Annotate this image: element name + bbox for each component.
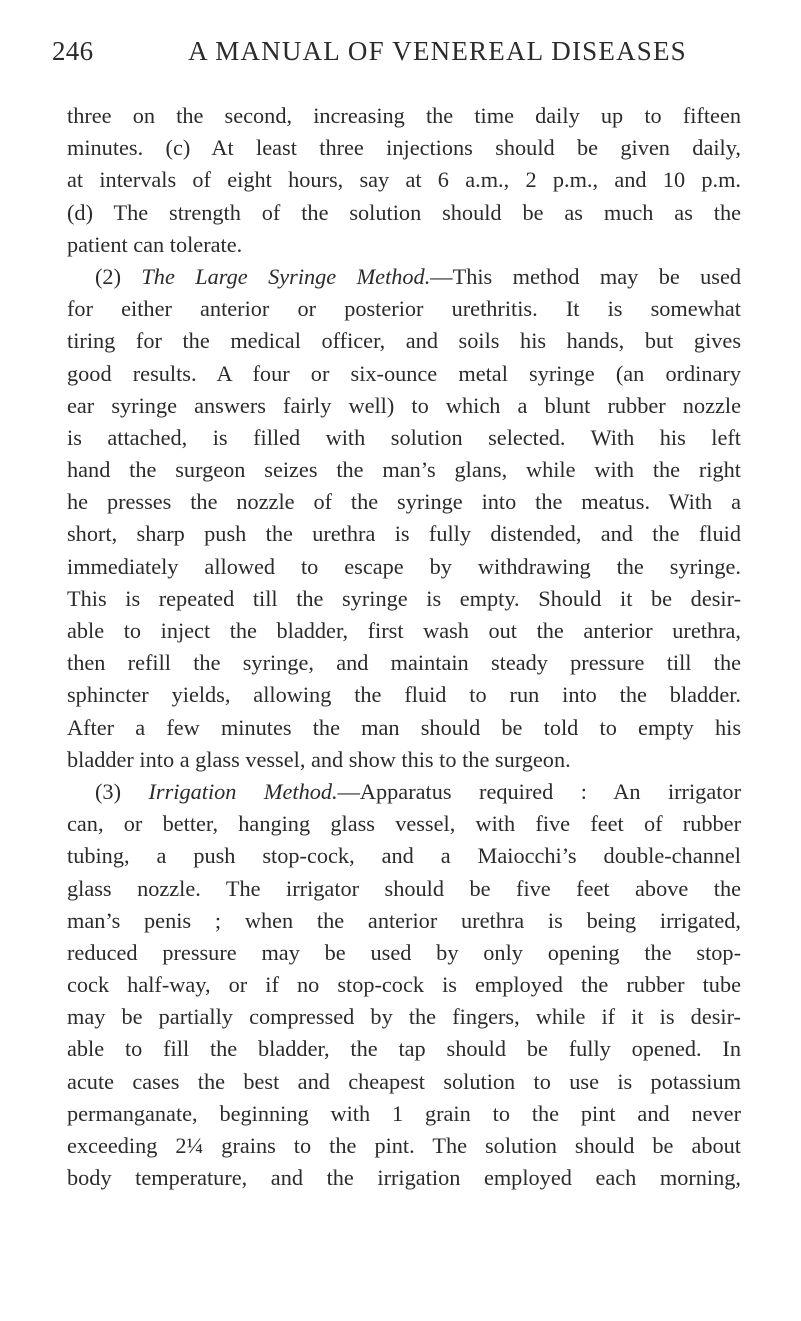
text-line: After a few minutes the man should be told to empty his — [67, 714, 741, 740]
text-line: immediately allowed to escape by withdrawing the syringe. — [67, 553, 741, 579]
text-line: bladder into a glass vessel, and show this to the surgeon. — [67, 746, 571, 772]
text-line: hand the surgeon seizes the man’s glans, while with the right — [67, 457, 741, 483]
text-line: exceeding 2¼ grains to the pint. The solution should be about — [67, 1133, 741, 1158]
text-fragment: —This method may be used — [430, 263, 742, 289]
text-line: may be partially compressed by the fingers, while if it is desir- — [67, 1004, 741, 1030]
page-number: 246 — [52, 36, 94, 66]
text-line: for either anterior or posterior urethritis. It is somewhat — [67, 296, 741, 322]
text-line: acute cases the best and cheapest solution to use is potassium — [67, 1068, 741, 1094]
section-title: The Large Syringe Method. — [141, 263, 431, 289]
text-line: able to fill the bladder, the tap should be fully opened. In — [67, 1036, 741, 1062]
text-line: minutes. (c) At least three injections should be given daily, — [67, 135, 741, 161]
page-header — [52, 36, 741, 76]
text-line: reduced pressure may be used by only opening the stop- — [67, 939, 741, 965]
text-line: can, or better, hanging glass vessel, with five feet of rubber — [67, 811, 741, 837]
paragraph-large-syringe-method — [67, 261, 741, 776]
text-line: patient can tolerate. — [67, 231, 243, 257]
text-line: body temperature, and the irrigation employed each morning, — [67, 1165, 741, 1191]
text-line: three on the second, increasing the time daily up to fifteen — [67, 103, 741, 128]
text-line: short, sharp push the urethra is fully distended, and the fluid — [67, 521, 741, 547]
text-line: is attached, is filled with solution selected. With his left — [67, 424, 741, 450]
text-line: he presses the nozzle of the syringe into the meatus. With a — [67, 489, 741, 515]
paragraph-irrigation-method — [67, 776, 741, 1194]
section-title: Irrigation Method. — [148, 778, 338, 804]
text-line: at intervals of eight hours, say at 6 a.m., 2 p.m., and 10 p.m. — [67, 167, 741, 193]
text-line: (d) The strength of the solution should be as much as the — [67, 199, 741, 225]
text-line: man’s penis ; when the anterior urethra is being irrigated, — [67, 907, 741, 933]
text-line: ear syringe answers fairly well) to which a blunt rubber nozzle — [67, 392, 741, 418]
text-line: then refill the syringe, and maintain steady pressure till the — [67, 650, 741, 676]
text-line: tubing, a push stop-cock, and a Maiocchi’s double-channel — [67, 843, 741, 869]
running-head: A MANUAL OF VENEREAL DISEASES — [188, 36, 687, 66]
paragraph-continuation — [67, 100, 741, 261]
text-line — [67, 261, 741, 293]
text-line: glass nozzle. The irrigator should be five feet above the — [67, 875, 741, 901]
text-line: good results. A four or six-ounce metal syringe (an ordinary — [67, 360, 741, 386]
section-lead: (3) — [95, 778, 149, 804]
text-line: sphincter yields, allowing the fluid to run into the bladder. — [67, 682, 741, 708]
text-line: cock half-way, or if no stop-cock is employed the rubber tube — [67, 972, 741, 998]
body-text — [67, 100, 741, 1194]
text-line: tiring for the medical officer, and soils his hands, but gives — [67, 328, 741, 354]
section-lead: (2) — [95, 263, 142, 289]
text-line — [67, 776, 741, 808]
text-line: permanganate, beginning with 1 grain to the pint and never — [67, 1100, 741, 1126]
text-line: This is repeated till the syringe is empty. Should it be desir- — [67, 585, 741, 611]
text-line: able to inject the bladder, first wash out the anterior urethra, — [67, 618, 741, 643]
text-fragment: —Apparatus required : An irrigator — [337, 778, 741, 804]
